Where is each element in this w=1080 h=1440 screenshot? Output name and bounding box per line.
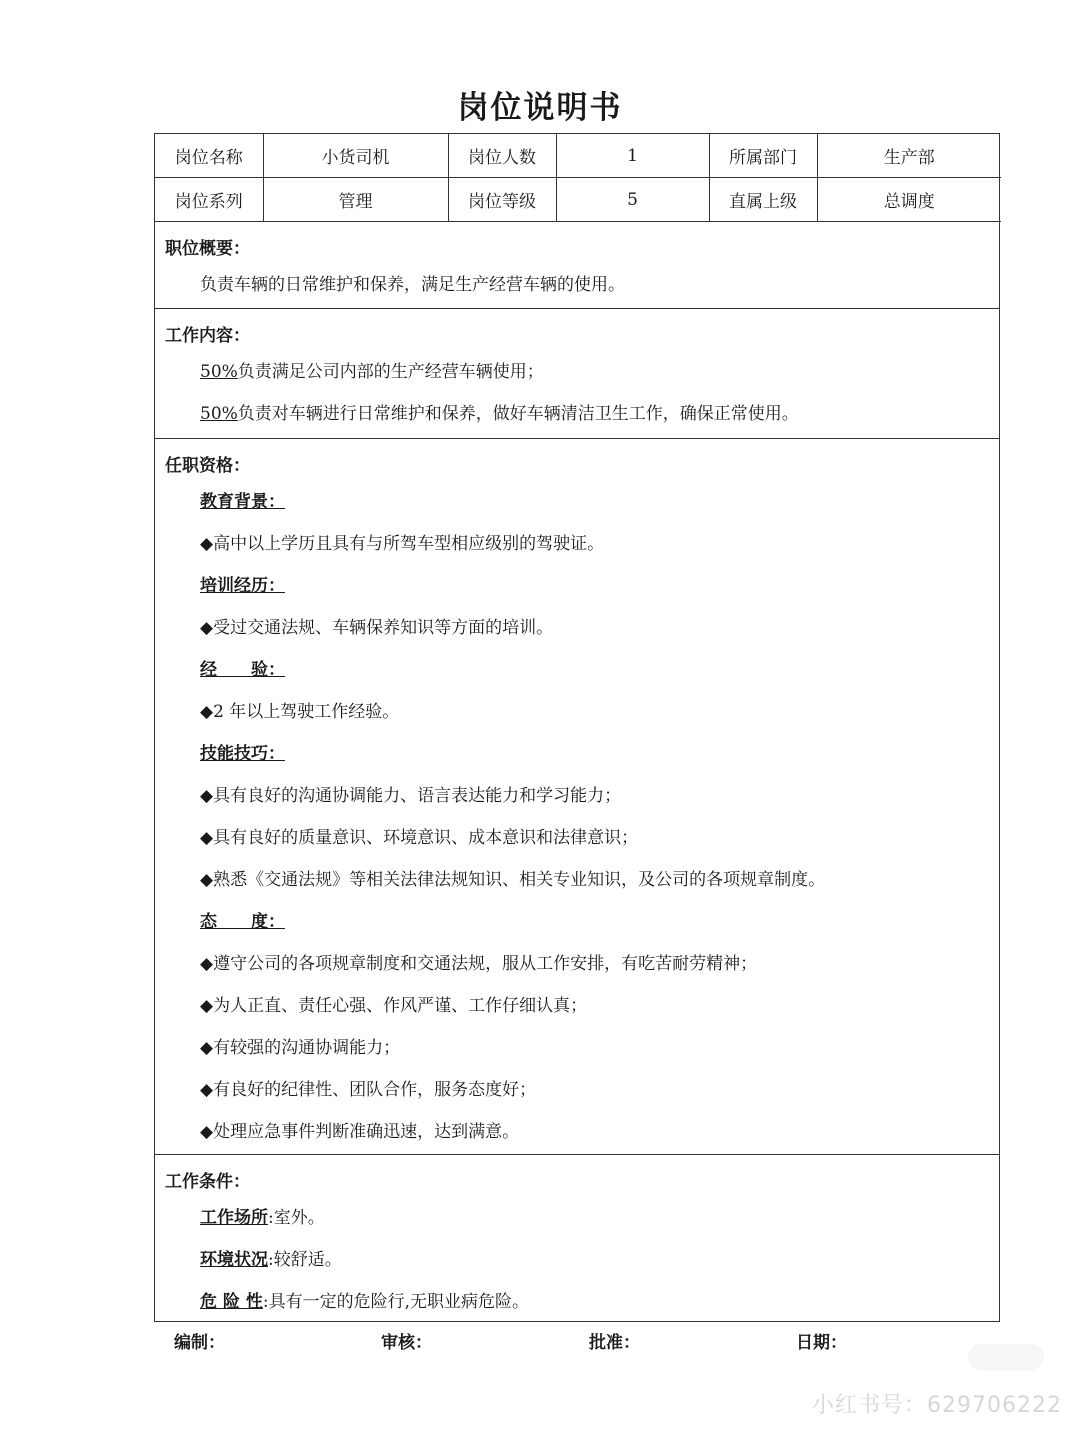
condition-value: :室外。 xyxy=(268,1208,325,1228)
attitude-label: 态 度： xyxy=(200,912,285,932)
value-headcount: 1 xyxy=(556,134,709,178)
condition-item xyxy=(165,1197,989,1239)
attitude-item: ◆有较强的沟通协调能力； xyxy=(200,1038,401,1058)
skills-item: ◆具有良好的沟通协调能力、语言表达能力和学习能力； xyxy=(200,786,622,806)
watermark-text: 小红书号：629706222 xyxy=(812,1393,1062,1418)
table-row xyxy=(155,178,1001,222)
table-row xyxy=(155,134,1001,178)
work-item xyxy=(165,351,989,393)
attitude-item: ◆为人正直、责任心强、作风严谨、工作仔细认真； xyxy=(200,996,588,1016)
work-item-percent: 50% xyxy=(200,362,238,382)
qualification-section xyxy=(155,439,999,1155)
training-label: 培训经历： xyxy=(200,576,285,596)
value-position-series: 管理 xyxy=(263,178,448,222)
job-info-table xyxy=(155,134,1001,222)
summary-heading: 职位概要： xyxy=(165,239,250,259)
training-item: ◆受过交通法规、车辆保养知识等方面的培训。 xyxy=(200,618,554,638)
value-position-level: 5 xyxy=(556,178,709,222)
attitude-item: ◆处理应急事件判断准确迅速，达到满意。 xyxy=(200,1122,520,1142)
work-content-section xyxy=(155,309,999,439)
skills-item: ◆具有良好的质量意识、环境意识、成本意识和法律意识； xyxy=(200,828,639,848)
condition-value: :具有一定的危险行,无职业病危险。 xyxy=(262,1292,529,1312)
reviewed-by-label: 审核： xyxy=(381,1333,432,1353)
value-supervisor: 总调度 xyxy=(817,178,1001,222)
prepared-by-label: 编制： xyxy=(174,1333,225,1353)
value-department: 生产部 xyxy=(817,134,1001,178)
approved-by-label: 批准： xyxy=(589,1333,640,1353)
document-title: 岗位说明书 xyxy=(457,90,623,126)
experience-label: 经 验： xyxy=(200,660,285,680)
value-position-name: 小货司机 xyxy=(263,134,448,178)
skills-item: ◆熟悉《交通法规》等相关法律法规知识、相关专业知识，及公司的各项规章制度。 xyxy=(200,870,826,890)
work-conditions-section xyxy=(155,1155,999,1323)
conditions-heading: 工作条件： xyxy=(165,1172,250,1192)
label-headcount: 岗位人数 xyxy=(448,134,556,178)
label-position-series: 岗位系列 xyxy=(155,178,263,222)
job-description-form xyxy=(154,133,1000,1322)
summary-section xyxy=(155,222,999,309)
work-item xyxy=(165,393,989,435)
condition-label: 危 险 性 xyxy=(200,1292,263,1312)
education-label: 教育背景： xyxy=(200,492,285,512)
work-item-text: 负责满足公司内部的生产经营车辆使用； xyxy=(237,362,544,382)
label-supervisor: 直属上级 xyxy=(709,178,817,222)
date-label: 日期： xyxy=(796,1333,847,1353)
work-heading: 工作内容： xyxy=(165,326,250,346)
condition-label: 环境状况 xyxy=(200,1250,268,1270)
work-item-text: 负责对车辆进行日常维护和保养，做好车辆清洁卫生工作，确保正常使用。 xyxy=(237,404,799,424)
condition-item xyxy=(165,1281,989,1323)
condition-item xyxy=(165,1239,989,1281)
work-item-percent: 50% xyxy=(200,404,238,424)
condition-label: 工作场所 xyxy=(200,1208,268,1228)
attitude-item: ◆有良好的纪律性、团队合作，服务态度好； xyxy=(200,1080,537,1100)
condition-value: :较舒适。 xyxy=(268,1250,342,1270)
label-department: 所属部门 xyxy=(709,134,817,178)
experience-item: ◆2 年以上驾驶工作经验。 xyxy=(200,702,400,722)
signature-footer xyxy=(174,1328,914,1354)
xiaohongshu-logo-icon xyxy=(968,1344,1044,1370)
attitude-item: ◆遵守公司的各项规章制度和交通法规，服从工作安排，有吃苦耐劳精神； xyxy=(200,954,758,974)
skills-label: 技能技巧： xyxy=(200,744,285,764)
qualification-heading: 任职资格： xyxy=(165,456,250,476)
label-position-name: 岗位名称 xyxy=(155,134,263,178)
education-item: ◆高中以上学历且具有与所驾车型相应级别的驾驶证。 xyxy=(200,534,605,554)
label-position-level: 岗位等级 xyxy=(448,178,556,222)
summary-text: 负责车辆的日常维护和保养，满足生产经营车辆的使用。 xyxy=(200,275,625,295)
